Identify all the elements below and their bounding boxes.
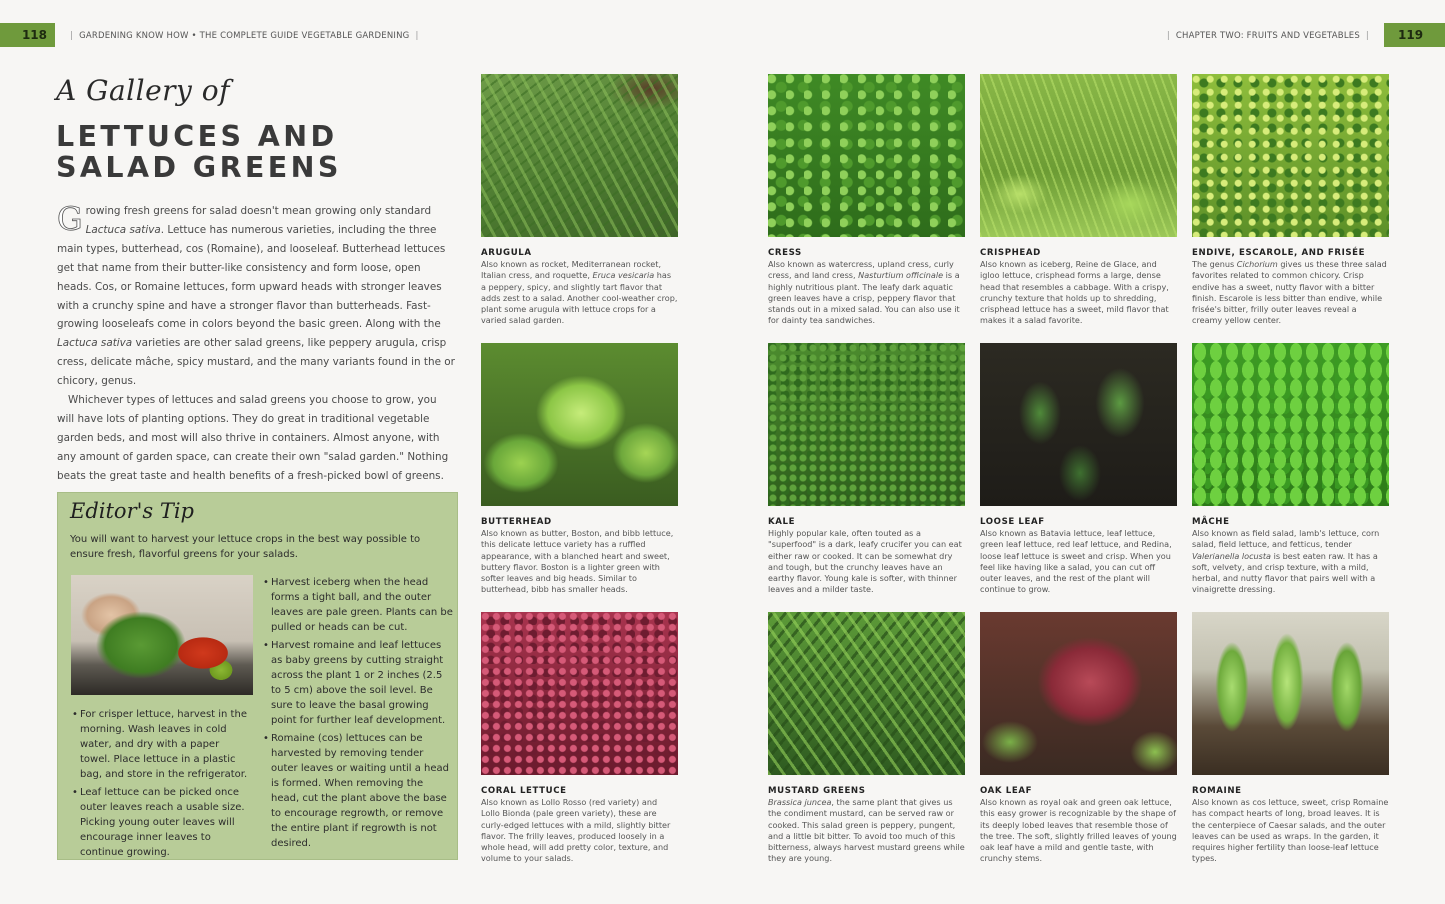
gallery-card-romaine [1192, 612, 1389, 865]
plant-description [768, 259, 965, 327]
tip-bullet: • Romaine (cos) lettuces can be harvested by removing tender outer leaves or waiting until a head is formed. When removing the head, cut the plant above the base to encourage regrowth, or remove the entire plant if regrowth is not desired. [263, 731, 453, 851]
tip-bullet: • Harvest romaine and leaf lettuces as baby greens by cutting straight across the plant 1 or 2 inches (2.5 to 5 cm) above the soil level. Be sure to leave the basal growing point for further leaf development. [263, 638, 453, 728]
separator: | [415, 31, 419, 41]
text: Also known as Batavia lettuce, leaf lettuce, green leaf lettuce, red leaf lettuce, and Redina, loose leaf lettuce is sweet and crisp. When you feel like having like a salad, you can cut off outer leaves, and the rest of the plant will continue to grow. [980, 528, 1172, 595]
mache-photo [1192, 343, 1389, 506]
title-line-2: SALAD GREENS [56, 151, 342, 184]
running-head-right [1161, 23, 1375, 49]
tip-bullets-left [72, 707, 250, 863]
lettuce-washing-photo [71, 575, 253, 695]
latin-name: Brassica juncea [768, 797, 832, 807]
text: , the same plant that gives us the condiment mustard, can be served raw or cooked. This salad green is peppery, pungent, and a little bit bitter. To avoid too much of this bitterness, always harvest mustard greens while they are young. [768, 797, 965, 864]
plant-name: CRESS [768, 248, 802, 258]
text: Also known as rocket, Mediterranean rocket, Italian cress, and roquette, [481, 259, 662, 281]
drop-cap: G [57, 200, 83, 238]
oak-leaf-photo [980, 612, 1177, 775]
plant-description [980, 528, 1177, 596]
plant-description [768, 797, 965, 865]
plant-name: CORAL LETTUCE [481, 786, 567, 796]
text: Also known as cos lettuce, sweet, crisp Romaine has compact hearts of long, broad leaves. It is the centerpiece of Caesar salads, and the outer leaves can be used as wraps. In the garden, it requires higher fertility than loose-leaf lettuce types. [1192, 797, 1389, 864]
chapter-title: CHAPTER TWO: FRUITS AND VEGETABLES [1175, 31, 1360, 41]
plant-description [980, 259, 1177, 327]
romaine-photo [1192, 612, 1389, 775]
latin-name: Lactuca sativa [57, 337, 133, 350]
tip-bullet: • For crisper lettuce, harvest in the morning. Wash leaves in cold water, and dry with a paper towel. Place lettuce in a plastic bag, and store in the refrigerator. [72, 707, 250, 782]
gallery-card-cress [768, 74, 965, 327]
separator: | [1365, 31, 1369, 41]
tip-bullet: • Harvest iceberg when the head forms a tight ball, and the outer leaves are pale green. Plants can be pulled or heads can be cut. [263, 575, 453, 635]
gallery-card-loose-leaf [980, 343, 1177, 596]
text: has a peppery, spicy, and slightly tart flavor that adds zest to a salad. Another cool-weather crop, plant some arugula with lettuce crops for a varied salad garden. [481, 270, 678, 326]
tip-bullet: • Leaf lettuce can be picked once outer leaves reach a usable size. Picking young outer leaves will encourage inner leaves to continue growing. [72, 785, 250, 860]
plant-description [980, 797, 1177, 865]
latin-name: Nasturtium officinale [858, 270, 944, 281]
plant-name: MÂCHE [1192, 517, 1230, 527]
text: Also known as watercress, upland cress, curly cress, and land cress, [768, 259, 954, 281]
plant-description [481, 528, 678, 596]
gallery-card-arugula [481, 74, 678, 327]
intro-text [57, 202, 457, 486]
gallery-card-coral-lettuce [481, 612, 678, 865]
intro-paragraph-2: Whichever types of lettuces and salad greens you choose to grow, you will have lots of planting options. They do great in traditional vegetable garden beds, and most will also thrive in containers. Almost anyone, with any amount of garden space, can create their own "salad garden." Nothing beats the great taste and health benefits of a fresh-picked bowl of greens. [57, 394, 449, 482]
plant-description [481, 797, 678, 865]
latin-name: Eruca vesicaria [592, 270, 655, 281]
endive-photo [1192, 74, 1389, 237]
text: gives us these three salad favorites related to common chicory. Crisp endive has a sweet, nutty flavor with a bitter finish. Escarole is less bitter than endive, while frisée's bitter, frilly outer leaves reveal a creamy yellow center. [1192, 259, 1387, 326]
title-line-1: LETTUCES AND [56, 120, 338, 153]
page-title [56, 121, 342, 183]
butterhead-photo [481, 343, 678, 506]
editors-tip-title: Editor's Tip [70, 499, 195, 523]
cress-photo [768, 74, 965, 237]
gallery-card-oak-leaf [980, 612, 1177, 865]
text: Also known as Lollo Rosso (red variety) and Lollo Bionda (pale green variety), these are curly-edged lettuces with a mild, slightly bitter flavor. The frilly leaves, produced loosely in a whole head, will add pretty color, texture, and volume to your salads. [481, 797, 671, 864]
crisphead-photo [980, 74, 1177, 237]
page-number-left: 118 [0, 23, 55, 47]
latin-name: Lactuca sativa [85, 223, 161, 236]
plant-description [768, 528, 965, 596]
plant-name: LOOSE LEAF [980, 517, 1045, 527]
coral-lettuce-photo [481, 612, 678, 775]
editors-tip-lead: You will want to harvest your lettuce crops in the best way possible to ensure fresh, flavorful greens for your salads. [70, 534, 421, 560]
latin-name: Cichorium [1236, 259, 1278, 269]
plant-name: KALE [768, 517, 796, 527]
gallery-card-endive [1192, 74, 1389, 327]
text: Also known as butter, Boston, and bibb lettuce, this delicate lettuce variety has a ruffled appearance, with a blanched heart and sweet, buttery flavor. Boston is a lighter green with softer leaves and big heads. Similar to butterhead, bibb has smaller heads. [481, 528, 674, 595]
plant-name: BUTTERHEAD [481, 517, 552, 527]
gallery-card-mustard-greens [768, 612, 965, 865]
plant-name: CRISPHEAD [980, 248, 1041, 258]
editors-tip-box [57, 492, 458, 860]
gallery-card-kale [768, 343, 965, 596]
text: varieties are other salad greens, like peppery arugula, crisp cress, delicate mâche, spicy mustard, and the many variants found in the or chicory, genus. [57, 337, 455, 388]
text: Highly popular kale, often touted as a "superfood" is a dark, leafy crucifer you can eat either raw or cooked. It can be somewhat dry and tough, but the crunchy leaves have an earthy flavor. Young kale is softer, with thinner leaves and a milder taste. [768, 528, 962, 595]
plant-name: MUSTARD GREENS [768, 786, 866, 796]
text: Also known as field salad, lamb's lettuce, corn salad, field lettuce, and fetticus, tender [1192, 528, 1380, 550]
plant-name: ARUGULA [481, 248, 532, 258]
title-script: A Gallery of [56, 74, 230, 107]
page-number-right: 119 [1384, 23, 1445, 47]
running-head-left [64, 23, 425, 49]
plant-name: OAK LEAF [980, 786, 1033, 796]
plant-description [1192, 259, 1389, 327]
plant-description [481, 259, 678, 327]
separator: | [70, 31, 74, 41]
plant-name: ENDIVE, ESCAROLE, AND FRISÉE [1192, 248, 1366, 258]
gallery-card-crisphead [980, 74, 1177, 327]
gallery-card-butterhead [481, 343, 678, 596]
intro-paragraph-1 [57, 202, 457, 391]
text: is a highly nutritious plant. The leafy dark aquatic green leaves have a crisp, peppery flavor that stands out in a mixed salad. You can also use it for dainty tea sandwiches. [768, 270, 960, 326]
text: rowing fresh greens for salad doesn't mean growing only standard [85, 205, 432, 217]
separator: | [1166, 31, 1170, 41]
text: Also known as iceberg, Reine de Glace, and igloo lettuce, crisphead forms a large, dense head that resembles a cabbage. With a crispy, crunchy texture that holds up to shredding, crisphead lettuce has a sweet, mild flavor that makes it a salad favorite. [980, 259, 1169, 326]
latin-name: Valerianella locusta [1192, 550, 1272, 561]
kale-photo [768, 343, 965, 506]
mustard-greens-photo [768, 612, 965, 775]
loose-leaf-photo [980, 343, 1177, 506]
text: The genus [1192, 259, 1237, 269]
plant-description [1192, 528, 1389, 596]
text: is best eaten raw. It has a soft, velvety, and crisp texture, with a mild, herbal, and nutty flavor that pairs well with a vinaigrette dressing. [1192, 550, 1378, 595]
book-title: GARDENING KNOW HOW • THE COMPLETE GUIDE VEGETABLE GARDENING [79, 31, 410, 41]
arugula-photo [481, 74, 678, 237]
plant-name: ROMAINE [1192, 786, 1242, 796]
text: . Lettuce has numerous varieties, including the three main types, butterhead, cos (Romaine), and looseleaf. Butterhead lettuces get that name from their butter-like consistency and form loose, open heads. Cos, or Romaine lettuces, form upward heads with stronger leaves with a crunchy spine and have a stronger flavor than butterheads. Fast-growing looseleafs come in colors beyond the basic green. Along with the [57, 223, 446, 331]
tip-bullets-right [263, 575, 453, 854]
gallery-card-mache [1192, 343, 1389, 596]
text: Also known as royal oak and green oak lettuce, this easy grower is recognizable by the shape of its deeply lobed leaves that resemble those of the tree. The soft, slightly frilled leaves of young oak leaf have a mild and gentle taste, with crunchy stems. [980, 797, 1177, 864]
plant-description [1192, 797, 1389, 865]
